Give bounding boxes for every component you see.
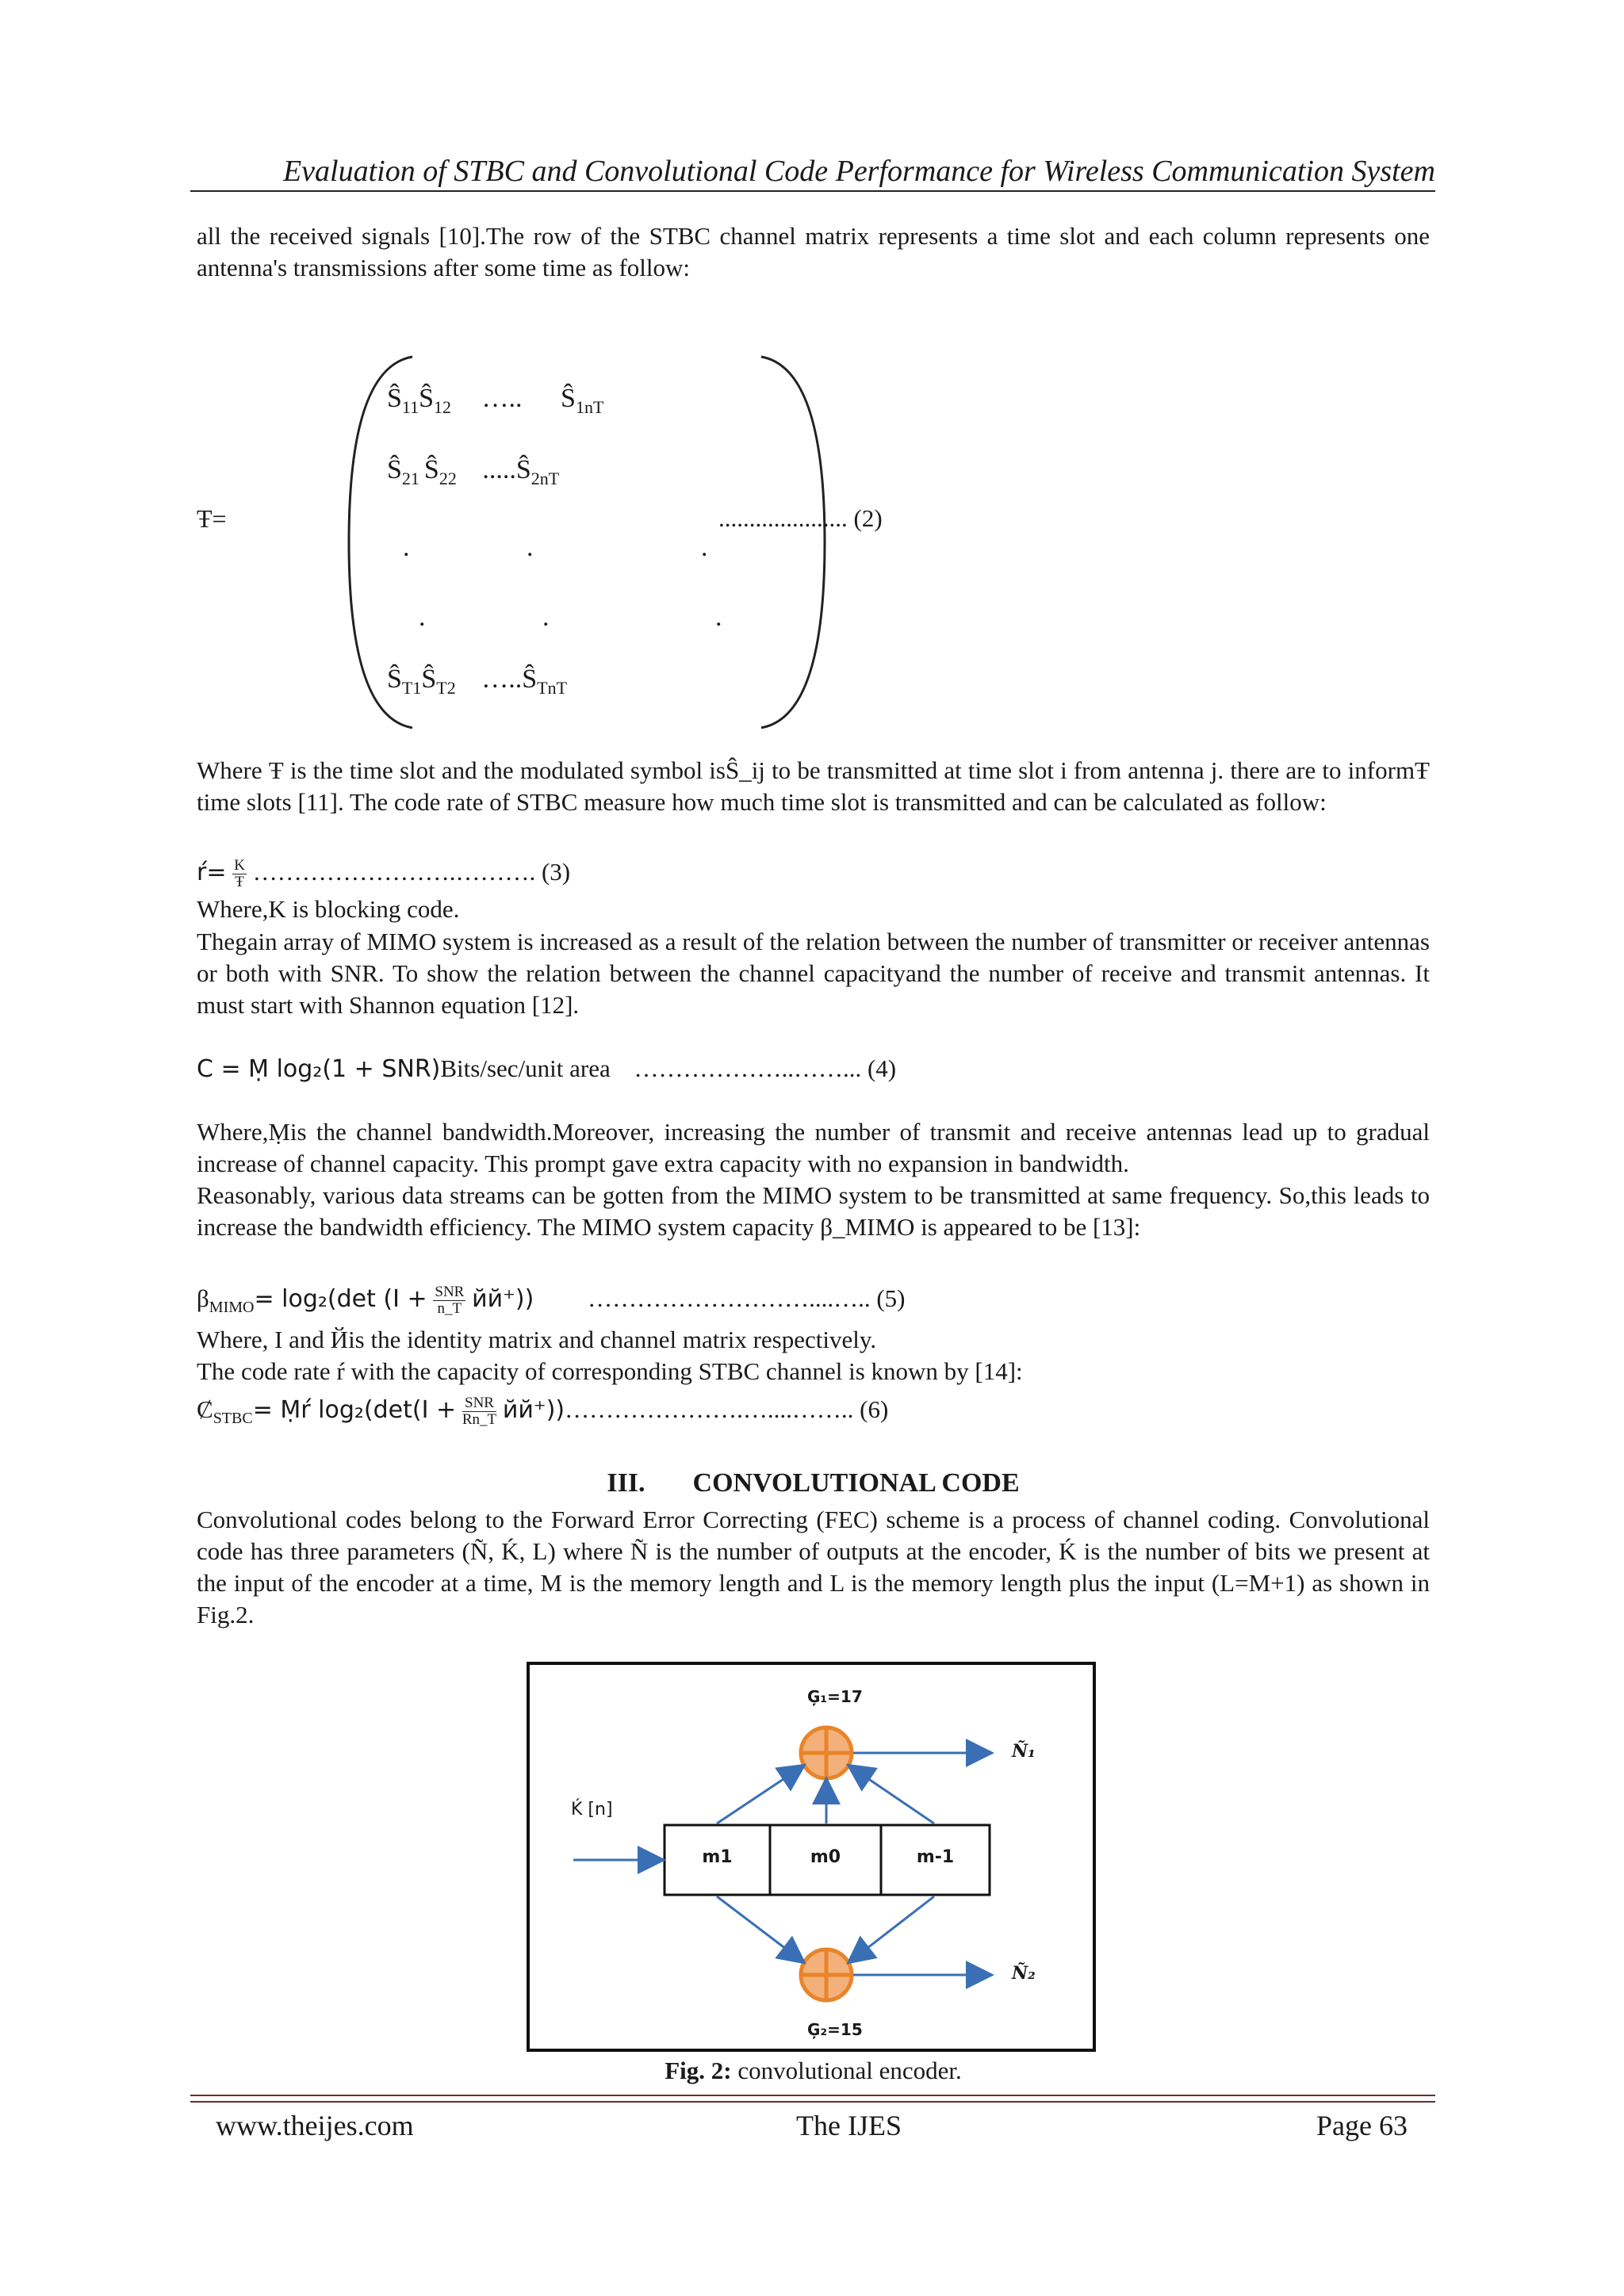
matrix-dot: . <box>701 533 708 562</box>
output-2-label: Ñ₂ <box>1012 1963 1036 1984</box>
matrix-dot: . <box>542 603 550 632</box>
footer-journal: The IJES <box>796 2110 902 2141</box>
register-cell-m-1: m-1 <box>916 1847 955 1867</box>
footer-page-number: Page 63 <box>1316 2110 1408 2141</box>
running-header: Evaluation of STBC and Convolutional Code Performance for Wireless Communication System <box>282 155 1435 188</box>
register-cell-m1: m1 <box>702 1847 733 1867</box>
intro-paragraph: all the received signals [10].The row of the STBC channel matrix represents a time slot and each column represents one antenna's transmissions after some time as follow: <box>197 222 1430 281</box>
figure-caption: Fig. 2: convolutional encoder. <box>665 2057 962 2084</box>
adder-top-icon <box>801 1728 852 1778</box>
input-label: Ḱ [n] <box>571 1800 613 1820</box>
convolutional-paragraph: Convolutional codes belong to the Forward Error Correcting (FEC) scheme is a process of channel coding. Convolutional code has three parameters (Ñ, Ḱ, L) where Ñ is the number of outputs at the encoder, Ḱ is the number of bits we present at the input of the encoder at a time, M is the memory length and L is the memory length plus the input (L=M+1) as shown in Fig.2. <box>197 1506 1430 1628</box>
adder-bottom-icon <box>801 1950 852 2000</box>
code-rate-line: The code rate ŕ with the capacity of corresponding STBC channel is known by [14]: <box>197 1357 1023 1385</box>
eq3: ŕ= $\frac{K}{Ŧ}$ …………………….………. (3) <box>197 857 571 891</box>
where-k: Where,K is blocking code. <box>197 895 460 923</box>
g1-label: Ģ₁=17 <box>807 1687 863 1706</box>
footer-rule <box>190 2095 1435 2096</box>
output-1-label: Ñ₁ <box>1012 1741 1036 1762</box>
footer-website: www.theijes.com <box>216 2110 414 2141</box>
footer-rule <box>190 2101 1435 2103</box>
figure-2-frame <box>527 1662 1096 2052</box>
matrix-row-1: $Ŝ_{11}Ŝ_{12}$ ….. $Ŝ_{1nT}$ <box>387 384 604 417</box>
where-time-slot-paragraph: Where Ŧ is the time slot and the modulated symbol isŜ_ij to be transmitted at time slot i from antenna j. there are to informŦ time slots [11]. The code rate of STBC measure how much time slot is transmitted and can be calculated as follow: <box>197 756 1430 816</box>
eq6: $Ȼ_{STBC}=$ Ṃŕ log₂(det(I + $\frac{\text{SNR}}{Rn\_T}$ йй⁺))………………….…....…….. (6) <box>197 1395 889 1429</box>
eq5: $\beta_{MIMO}= \log_2(\det$ (I + $\frac{\text{SNR}}{n\_T}$ йй⁺)) ………………………....….. (5) <box>197 1284 906 1318</box>
matrix-dot: . <box>527 533 534 562</box>
matrix-dot: . <box>715 603 722 632</box>
register-cell-m0: m0 <box>810 1847 841 1867</box>
section-heading: III. CONVOLUTIONAL CODE <box>607 1468 1020 1498</box>
eq2-lhs: Ŧ= <box>197 504 227 533</box>
matrix-row-last: $Ŝ_{T1}Ŝ_{T2}$ $\dots..Ŝ_{TnT}$ <box>387 664 568 698</box>
where-identity: Where, I and Йis the identity matrix and channel matrix respectively. <box>197 1326 877 1353</box>
matrix-dot: . <box>403 533 410 562</box>
matrix-row-2: $Ŝ_{21}$ $Ŝ_{22}$ $.....Ŝ_{2nT}$ <box>387 455 560 488</box>
header-rule <box>190 190 1435 192</box>
eq4: C = Ṃ log₂(1 + SNR)Bits/sec/unit area ………………..……... (4) <box>197 1054 897 1083</box>
bandwidth-paragraph: Where,Ṃis the channel bandwidth.Moreover, increasing the number of transmit and receive antennas lead up to gradual increase of channel capacity. This prompt gave extra capacity with no expansion in bandwidth. <box>197 1118 1430 1177</box>
matrix-dot: . <box>419 603 426 632</box>
gain-paragraph: Thegain array of MIMO system is increased as a result of the relation between the number of transmitter or receiver antennas or both with SNR. To show the relation between the channel capacityand the number of receive and transmit antennas. It must start with Shannon equation [12]. <box>197 928 1430 1019</box>
reasonably-paragraph: Reasonably, various data streams can be gotten from the MIMO system to be transmitted at same frequency. So,this leads to increase the bandwidth efficiency. The MIMO system capacity β_MIMO is appeared to be [13]: <box>197 1181 1430 1241</box>
eq2-number: ..................... (2) <box>718 504 883 532</box>
g2-label: Ģ₂=15 <box>807 2020 863 2039</box>
